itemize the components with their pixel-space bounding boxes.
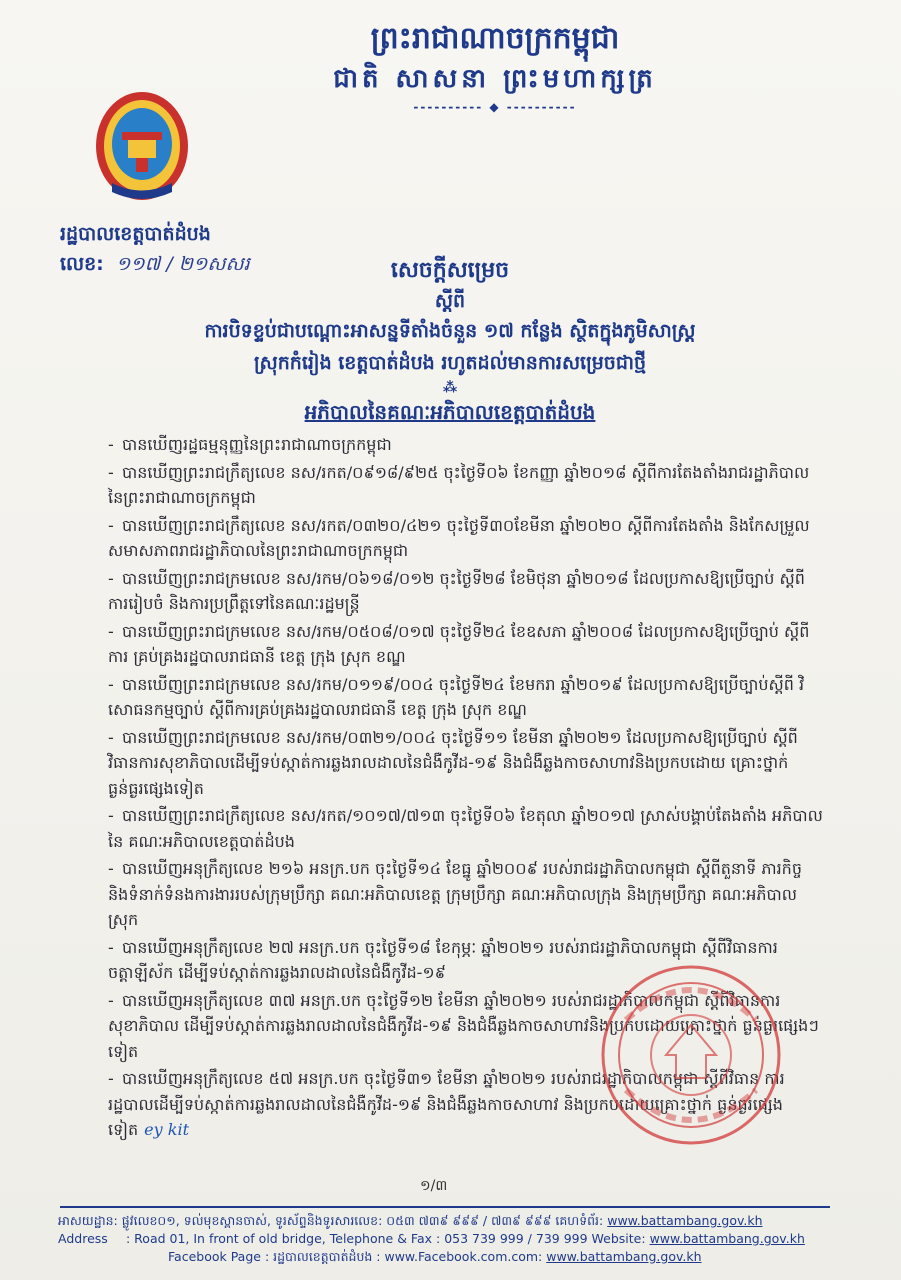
footer-khmer-address-row bbox=[58, 1212, 848, 1230]
footer-facebook-row bbox=[58, 1248, 848, 1266]
footer bbox=[58, 1212, 848, 1266]
list-item: - បានឃើញអនុក្រឹត្យលេខ ៥៧ អនក្រ.បក ចុះថ្ងៃទី៣១ ខែមីនា ឆ្នាំ២០២១ របស់រាជរដ្ឋាភិបាលកម្ពុជា ស្តីពីវិធាន ការរដ្ឋបាលដើម្បីទប់ស្កាត់ការឆ្លងរាលដាលនៃជំងឺកូវីដ-១៩ និងជំងឺឆ្លងកាចសាហាវ និងប្រកបដោយគ្រោះថ្នាក់ ធ្ងន់ធ្ងរផ្សេងទៀត ey kit bbox=[108, 1069, 785, 1139]
title-line-3: ការបិទខ្ទប់ជាបណ្តោះអាសន្នទីតាំងចំនួន ១៧ កន្លែង ស្ថិតក្នុងភូមិសាស្ត្រ bbox=[204, 320, 696, 342]
title-line-1: សេចក្តីសម្រេច bbox=[390, 258, 510, 283]
title-line-5: អភិបាលនៃគណៈអភិបាលខេត្តបាត់ដំបង bbox=[304, 400, 596, 424]
title-line-2: ស្តីពី bbox=[434, 290, 466, 312]
list-item: - បានឃើញព្រះរាជក្រមលេខ នស/រកម/០៦១៨/០១២ ចុះថ្ងៃទី២៨ ខែមិថុនា ឆ្នាំ២០១៨ ដែលប្រកាសឱ្យប្រើច្បាប់ ស្តីពីការរៀបចំ និងការប្រព្រឹត្តទៅនៃគណៈរដ្ឋមន្ត្រី bbox=[108, 568, 805, 613]
footer-facebook-link[interactable]: www.battambang.gov.kh bbox=[546, 1249, 702, 1264]
footer-khmer-website-link[interactable]: www.battambang.gov.kh bbox=[607, 1213, 763, 1228]
list-item: - បានឃើញអនុក្រឹត្យលេខ ៣៧ អនក្រ.បក ចុះថ្ងៃទី១២ ខែមីនា ឆ្នាំ២០២១ របស់រាជរដ្ឋាភិបាលកម្ពុជា ស្តីពីវិធានការ សុខាភិបាល ដើម្បីទប់ស្កាត់ការឆ្លងរាលដាលនៃជំងឺកូវីដ-១៩ និងជំងឺឆ្លងកាចសាហាវនិងប្រកបដោយគ្រោះថ្នាក់ ធ្ងន់ធ្ងរផ្សេងៗទៀត bbox=[108, 990, 819, 1061]
document-number-label: លេខ: bbox=[60, 253, 104, 275]
list-item: - បានឃើញរដ្ឋធម្មនុញ្ញនៃព្រះរាជាណាចក្រកម្ពុជា bbox=[108, 435, 392, 454]
header-ornament: ---------- ◆ ---------- bbox=[413, 100, 577, 114]
decision-title bbox=[100, 255, 800, 427]
footer-english-website-link[interactable]: www.battambang.gov.kh bbox=[649, 1231, 805, 1246]
footer-english-address: : Road 01, In front of old bridge, Telephone & Fax : 053 739 999 / 739 999 Website: bbox=[125, 1231, 646, 1246]
title-ornament: ⁂ bbox=[442, 380, 458, 396]
document-number-value: ១១៧ / ២១សសរ bbox=[115, 253, 250, 275]
list-item: - បានឃើញអនុក្រឹត្យលេខ ២១៦ អនក្រ.បក ចុះថ្ងៃទី១៤ ខែធ្នូ ឆ្នាំ២០០៩ របស់រាជរដ្ឋាភិបាលកម្ពុជា ស្តីពីតួនាទី ភារកិច្ច និងទំនាក់ទំនងការងាររបស់ក្រុមប្រឹក្សា គណៈអភិបាលខេត្ត ក្រុមប្រឹក្សា គណៈអភិបាលក្រុង និងក្រុមប្រឹក្សា គណៈអភិបាលស្រុក bbox=[108, 859, 802, 929]
footer-facebook-label: Facebook Page : រដ្ឋបាលខេត្តបាត់ដំបង : www.Facebook.com.com: bbox=[168, 1249, 543, 1264]
kingdom-title: ព្រះរាជាណាចក្រកម្ពុជា bbox=[370, 21, 620, 56]
list-item: - បានឃើញព្រះរាជក្រមលេខ នស/រកម/០៣២១/០០៤ ចុះថ្ងៃទី១១ ខែមីនា ឆ្នាំ២០២១ ដែលប្រកាសឱ្យប្រើច្បាប់ ស្តីពីវិធានការសុខាភិបាលដើម្បីទប់ស្កាត់ការឆ្លងរាលដាលនៃជំងឺកូវីដ-១៩ និងជំងឺឆ្លងកាចសាហាវនិងប្រកបដោយ គ្រោះថ្នាក់ធ្ងន់ធ្ងរផ្សេងទៀត bbox=[108, 727, 798, 798]
initials-signature: ey kit bbox=[144, 1120, 189, 1139]
list-item: - បានឃើញព្រះរាជក្រមលេខ នស/រកម/០៥០៨/០១៧ ចុះថ្ងៃទី២៤ ខែឧសភា ឆ្នាំ២០០៨ ដែលប្រកាសឱ្យប្រើច្បាប់ ស្តីពីការ គ្រប់គ្រងរដ្ឋបាលរាជធានី ខេត្ត ក្រុង ស្រុក ខណ្ឌ bbox=[108, 621, 810, 666]
issuing-authority: រដ្ឋបាលខេត្តបាត់ដំបង bbox=[60, 223, 211, 245]
list-item: - បានឃើញអនុក្រឹត្យលេខ ២៧ អនក្រ.បក ចុះថ្ងៃទី១៨ ខែកុម្ភៈ ឆ្នាំ២០២១ របស់រាជរដ្ឋាភិបាលកម្ពុជា ស្តីពីវិធានការ ចត្តាឡីស័ក ដើម្បីទប់ស្កាត់ការឆ្លងរាលដាលនៃជំងឺកូវីដ-១៩ bbox=[108, 937, 778, 982]
list-item: - បានឃើញព្រះរាជក្រឹត្យលេខ នស/រកត/០៩១៨/៩២៥ ចុះថ្ងៃទី០៦ ខែកញ្ញា ឆ្នាំ២០១៨ ស្តីពីការតែងតាំងរាជរដ្ឋាភិបាល នៃព្រះរាជាណាចក្រកម្ពុជា bbox=[108, 462, 810, 507]
provincial-emblem-icon bbox=[92, 88, 192, 208]
footer-khmer-address: អាសយដ្ឋាន: ផ្លូវលេខ០១, ទល់មុខស្ពានចាស់, ទូរស័ព្ទនិងទូរសារលេខ: ០៥៣ ៧៣៩ ៩៩៩ / ៧៣៩ ៩៩៩ គេហទំព័រ: bbox=[58, 1213, 604, 1228]
page-number: ១/៣ bbox=[420, 1178, 448, 1194]
list-item: - បានឃើញព្រះរាជក្រឹត្យលេខ នស/រកត/០៣២០/៤២១ ចុះថ្ងៃទី៣០ខែមីនា ឆ្នាំ២០២០ ស្តីពីការតែងតាំង និងកែសម្រួល សមាសភាពរាជរដ្ឋាភិបាលនៃព្រះរាជាណាចក្រកម្ពុជា bbox=[108, 515, 810, 560]
footer-address-label: Address bbox=[58, 1231, 108, 1246]
kingdom-header bbox=[300, 18, 690, 114]
title-line-4: ស្រុកកំរៀង ខេត្តបាត់ដំបង រហូតដល់មានការសម្រេចជាថ្មី bbox=[253, 352, 647, 374]
footer-english-address-row bbox=[58, 1230, 848, 1248]
kingdom-motto: ជាតិ សាសនា ព្រះមហាក្សត្រ bbox=[333, 64, 657, 94]
legal-basis-list bbox=[108, 432, 823, 1145]
list-item: - បានឃើញព្រះរាជក្រមលេខ នស/រកម/០១១៩/០០៤ ចុះថ្ងៃទី២៤ ខែមករា ឆ្នាំ២០១៩ ដែលប្រកាសឱ្យប្រើច្បាប់ស្តីពី វិសោធនកម្មច្បាប់ ស្តីពីការគ្រប់គ្រងរដ្ឋបាលរាជធានី ខេត្ត ក្រុង ស្រុក ខណ្ឌ bbox=[108, 674, 805, 719]
list-item: - បានឃើញព្រះរាជក្រឹត្យលេខ នស/រកត/១០១៧/៧១៣ ចុះថ្ងៃទី០៦ ខែតុលា ឆ្នាំ២០១៧ ស្រាស់បង្គាប់តែងតាំង អភិបាលនៃ គណៈអភិបាលខេត្តបាត់ដំបង bbox=[108, 806, 823, 851]
footer-divider bbox=[60, 1206, 830, 1208]
